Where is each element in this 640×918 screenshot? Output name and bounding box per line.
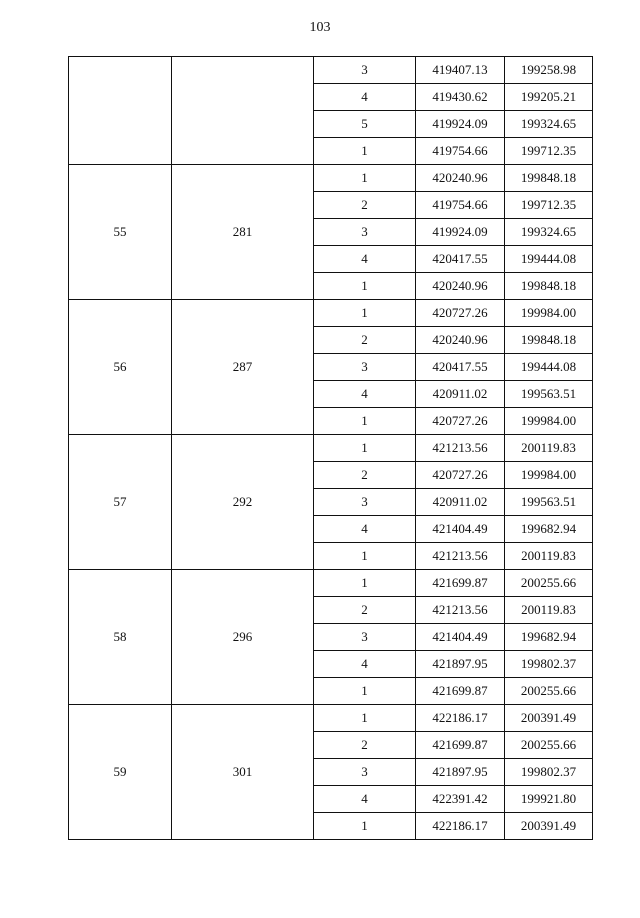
y-coordinate-cell: 199563.51 — [505, 381, 593, 408]
group-number-cell: 55 — [69, 165, 172, 300]
table-row — [69, 57, 593, 84]
point-number-cell: 4 — [314, 516, 416, 543]
y-coordinate-cell: 199324.65 — [505, 111, 593, 138]
parcel-id-cell: 281 — [172, 165, 314, 300]
point-number-cell: 3 — [314, 219, 416, 246]
page-number: 103 — [309, 20, 331, 35]
group-number-cell — [69, 57, 172, 165]
point-number-cell: 3 — [314, 57, 416, 84]
table-row — [69, 165, 593, 192]
table-row — [69, 705, 593, 732]
point-number-cell: 2 — [314, 732, 416, 759]
y-coordinate-cell: 199324.65 — [505, 219, 593, 246]
x-coordinate-cell: 420240.96 — [416, 165, 505, 192]
y-coordinate-cell: 200255.66 — [505, 570, 593, 597]
y-coordinate-cell: 200391.49 — [505, 705, 593, 732]
parcel-id-cell — [172, 57, 314, 165]
parcel-id-cell: 287 — [172, 300, 314, 435]
point-number-cell: 3 — [314, 624, 416, 651]
point-number-cell: 1 — [314, 138, 416, 165]
y-coordinate-cell: 199984.00 — [505, 300, 593, 327]
coordinates-table — [68, 56, 593, 840]
table-row — [69, 300, 593, 327]
y-coordinate-cell: 200255.66 — [505, 732, 593, 759]
group-number-cell: 58 — [69, 570, 172, 705]
x-coordinate-cell: 419407.13 — [416, 57, 505, 84]
x-coordinate-cell: 420727.26 — [416, 462, 505, 489]
y-coordinate-cell: 199802.37 — [505, 651, 593, 678]
y-coordinate-cell: 199682.94 — [505, 624, 593, 651]
x-coordinate-cell: 421404.49 — [416, 624, 505, 651]
y-coordinate-cell: 200119.83 — [505, 543, 593, 570]
point-number-cell: 4 — [314, 651, 416, 678]
group-number-cell: 56 — [69, 300, 172, 435]
parcel-id-cell: 296 — [172, 570, 314, 705]
y-coordinate-cell: 199848.18 — [505, 165, 593, 192]
x-coordinate-cell: 421897.95 — [416, 651, 505, 678]
x-coordinate-cell: 419754.66 — [416, 192, 505, 219]
point-number-cell: 1 — [314, 678, 416, 705]
x-coordinate-cell: 422186.17 — [416, 705, 505, 732]
y-coordinate-cell: 199258.98 — [505, 57, 593, 84]
x-coordinate-cell: 419924.09 — [416, 111, 505, 138]
point-number-cell: 1 — [314, 300, 416, 327]
group-number-cell: 59 — [69, 705, 172, 840]
y-coordinate-cell: 199921.80 — [505, 786, 593, 813]
y-coordinate-cell: 199802.37 — [505, 759, 593, 786]
y-coordinate-cell: 199984.00 — [505, 462, 593, 489]
x-coordinate-cell: 420911.02 — [416, 489, 505, 516]
point-number-cell: 4 — [314, 381, 416, 408]
point-number-cell: 1 — [314, 408, 416, 435]
y-coordinate-cell: 199712.35 — [505, 192, 593, 219]
x-coordinate-cell: 419754.66 — [416, 138, 505, 165]
x-coordinate-cell: 420240.96 — [416, 273, 505, 300]
y-coordinate-cell: 200119.83 — [505, 435, 593, 462]
group-number-cell: 57 — [69, 435, 172, 570]
x-coordinate-cell: 421213.56 — [416, 543, 505, 570]
x-coordinate-cell: 419924.09 — [416, 219, 505, 246]
coordinates-table-body — [69, 57, 593, 840]
x-coordinate-cell: 419430.62 — [416, 84, 505, 111]
y-coordinate-cell: 199848.18 — [505, 327, 593, 354]
x-coordinate-cell: 421213.56 — [416, 435, 505, 462]
point-number-cell: 3 — [314, 489, 416, 516]
y-coordinate-cell: 199205.21 — [505, 84, 593, 111]
x-coordinate-cell: 420240.96 — [416, 327, 505, 354]
table-row — [69, 570, 593, 597]
x-coordinate-cell: 422391.42 — [416, 786, 505, 813]
x-coordinate-cell: 421699.87 — [416, 678, 505, 705]
y-coordinate-cell: 200391.49 — [505, 813, 593, 840]
y-coordinate-cell: 200255.66 — [505, 678, 593, 705]
x-coordinate-cell: 420417.55 — [416, 354, 505, 381]
x-coordinate-cell: 421213.56 — [416, 597, 505, 624]
x-coordinate-cell: 421897.95 — [416, 759, 505, 786]
y-coordinate-cell: 199984.00 — [505, 408, 593, 435]
point-number-cell: 1 — [314, 543, 416, 570]
x-coordinate-cell: 421404.49 — [416, 516, 505, 543]
x-coordinate-cell: 421699.87 — [416, 732, 505, 759]
x-coordinate-cell: 420911.02 — [416, 381, 505, 408]
y-coordinate-cell: 199563.51 — [505, 489, 593, 516]
y-coordinate-cell: 199444.08 — [505, 246, 593, 273]
y-coordinate-cell: 199444.08 — [505, 354, 593, 381]
point-number-cell: 1 — [314, 273, 416, 300]
point-number-cell: 4 — [314, 84, 416, 111]
point-number-cell: 2 — [314, 327, 416, 354]
point-number-cell: 4 — [314, 786, 416, 813]
point-number-cell: 3 — [314, 759, 416, 786]
y-coordinate-cell: 200119.83 — [505, 597, 593, 624]
point-number-cell: 3 — [314, 354, 416, 381]
point-number-cell: 1 — [314, 435, 416, 462]
x-coordinate-cell: 420417.55 — [416, 246, 505, 273]
y-coordinate-cell: 199712.35 — [505, 138, 593, 165]
x-coordinate-cell: 420727.26 — [416, 408, 505, 435]
y-coordinate-cell: 199848.18 — [505, 273, 593, 300]
y-coordinate-cell: 199682.94 — [505, 516, 593, 543]
x-coordinate-cell: 420727.26 — [416, 300, 505, 327]
point-number-cell: 2 — [314, 597, 416, 624]
point-number-cell: 4 — [314, 246, 416, 273]
x-coordinate-cell: 421699.87 — [416, 570, 505, 597]
x-coordinate-cell: 422186.17 — [416, 813, 505, 840]
point-number-cell: 1 — [314, 813, 416, 840]
parcel-id-cell: 292 — [172, 435, 314, 570]
point-number-cell: 2 — [314, 462, 416, 489]
parcel-id-cell: 301 — [172, 705, 314, 840]
point-number-cell: 5 — [314, 111, 416, 138]
point-number-cell: 2 — [314, 192, 416, 219]
point-number-cell: 1 — [314, 705, 416, 732]
point-number-cell: 1 — [314, 570, 416, 597]
table-row — [69, 435, 593, 462]
point-number-cell: 1 — [314, 165, 416, 192]
